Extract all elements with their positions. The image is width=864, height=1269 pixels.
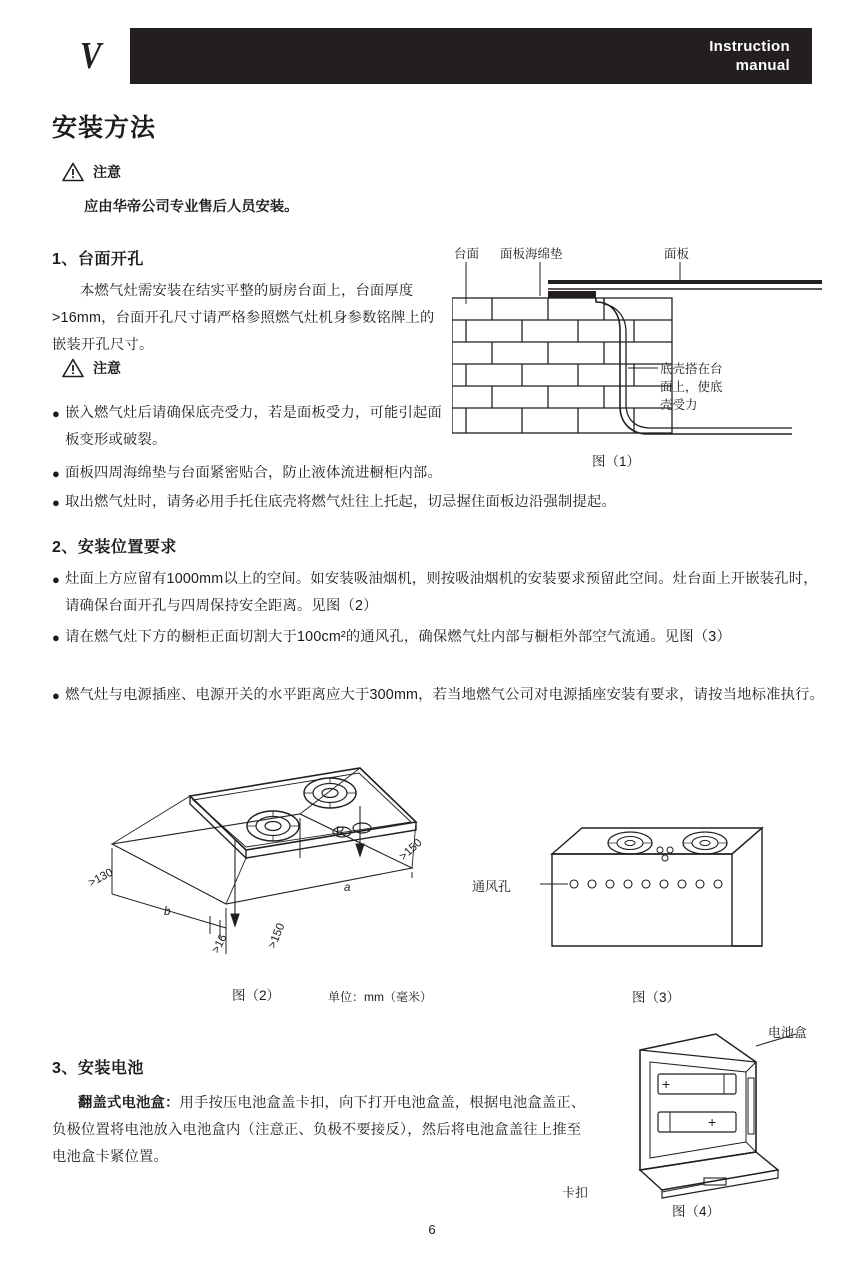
figure-1-label-sponge: 面板海绵垫 [500,247,563,261]
bullet-dot-icon: ● [52,572,61,587]
figure-1-note-line2: 面上，使底 [660,380,723,394]
figure-2-dim-r: R [336,826,345,838]
section-3-title: 3、安装电池 [52,1060,144,1077]
header-title-line1: Instruction [709,38,790,55]
section-1-paragraph: 本燃气灶需安装在结实平整的厨房台面上，台面厚度>16mm，台面开孔尺寸请严格参照燃气灶机身参数铭牌上的嵌装开孔尺寸。 [52,283,435,353]
figure-2-dim-150a: >150 [397,836,425,864]
bullet-dot-icon: ● [52,495,61,510]
section-2-title: 2、安装位置要求 [52,539,177,556]
list-item-label: 请在燃气灶下方的橱柜正面切割大于100cm²的通风孔，确保燃气灶内部与橱柜外部空气流通。见图（3） [65,629,731,645]
section-3-lead: 翻盖式电池盒： [78,1095,180,1111]
figure-1-note-line3: 壳受力 [660,398,698,412]
list-item-label: 灶面上方应留有1000mm以上的空间。如安装吸油烟机，则按吸油烟机的安装要求预留此空间。灶台面上开嵌装孔时，请确保台面开孔与四周保持安全距离。见图（2） [65,571,818,614]
notice-label: 注意 [93,164,121,180]
figure-3-caption: 图（3） [632,990,681,1005]
list-item-label: 嵌入燃气灶后请确保底壳受力，若是面板受力，可能引起面板变形或破裂。 [65,405,442,448]
figure-2-dim-130: >130 [86,866,116,890]
figure-1-label-panel: 面板 [664,247,690,261]
figure-1-caption: 图（1） [592,454,641,469]
figure-4-polarity-plus-1: + [662,1076,671,1092]
figure-2-dim-150b: >150 [266,921,288,951]
bullet-dot-icon: ● [52,630,61,645]
figure-4-label-clip: 卡扣 [562,1185,589,1200]
notice-top-text: 应由华帝公司专业售后人员安装。 [84,199,299,215]
page-header [52,28,812,84]
list-item [52,624,827,651]
list-item [52,489,822,516]
figure-1 [452,244,822,474]
brand-logo [52,28,130,84]
page-number: 6 [428,1222,436,1237]
figure-4-caption: 图（4） [672,1204,721,1219]
list-item [52,400,442,454]
section-3-text: 用手按压电池盒盖卡扣，向下打开电池盒盖，根据电池盒盖正、负极位置将电池放入电池盒内（注意正、负极不要接反），然后将电池盒盖往上推至电池盒卡紧位置。 [52,1095,586,1165]
figure-3-label-vent: 通风孔 [472,879,512,894]
notice-warning-top [62,162,121,182]
figure-1-label-countertop: 台面 [454,247,480,261]
list-item-label: 取出燃气灶时，请务必用手托住底壳将燃气灶往上托起，切忌握住面板边沿强制提起。 [65,494,616,510]
bullet-dot-icon: ● [52,688,61,703]
notice-warning-section1 [62,358,121,378]
list-item-label: 燃气灶与电源插座、电源开关的水平距离应大于300mm，若当地燃气公司对电源插座安装有要求，请按当地标准执行。 [65,687,825,703]
warning-triangle-icon [62,162,84,182]
figure-4 [562,1020,840,1219]
header-title [709,37,812,75]
figure-3 [472,806,800,1006]
figure-2-caption: 图（2） [232,988,281,1003]
figure-2-dim-a: a [344,882,351,894]
figure-2-unit-note: 单位：mm（毫米） [328,990,432,1004]
bullet-dot-icon: ● [52,406,61,421]
figure-1-note [660,360,723,414]
bullet-dot-icon: ● [52,466,61,481]
list-item [52,682,827,709]
header-title-line2: manual [735,57,790,74]
section-1-title: 1、台面开孔 [52,251,144,268]
warning-triangle-icon [62,358,84,378]
list-item [52,460,472,487]
logo-letter: V [80,35,102,77]
page-title: 安装方法 [52,114,157,142]
figure-2-dim-16: >16 [209,932,230,956]
list-item [52,566,827,620]
figure-4-polarity-plus-2: + [708,1114,717,1130]
figure-4-label-battery-box: 电池盒 [768,1025,808,1040]
section-3-paragraph [52,1090,592,1171]
figure-1-note-line1: 底壳搭在台 [660,362,723,376]
figure-2 [60,748,480,1004]
notice-label: 注意 [93,360,121,376]
figure-2-dim-b: b [164,906,171,918]
list-item-label: 面板四周海绵垫与台面紧密贴合，防止液体流进橱柜内部。 [65,465,442,481]
